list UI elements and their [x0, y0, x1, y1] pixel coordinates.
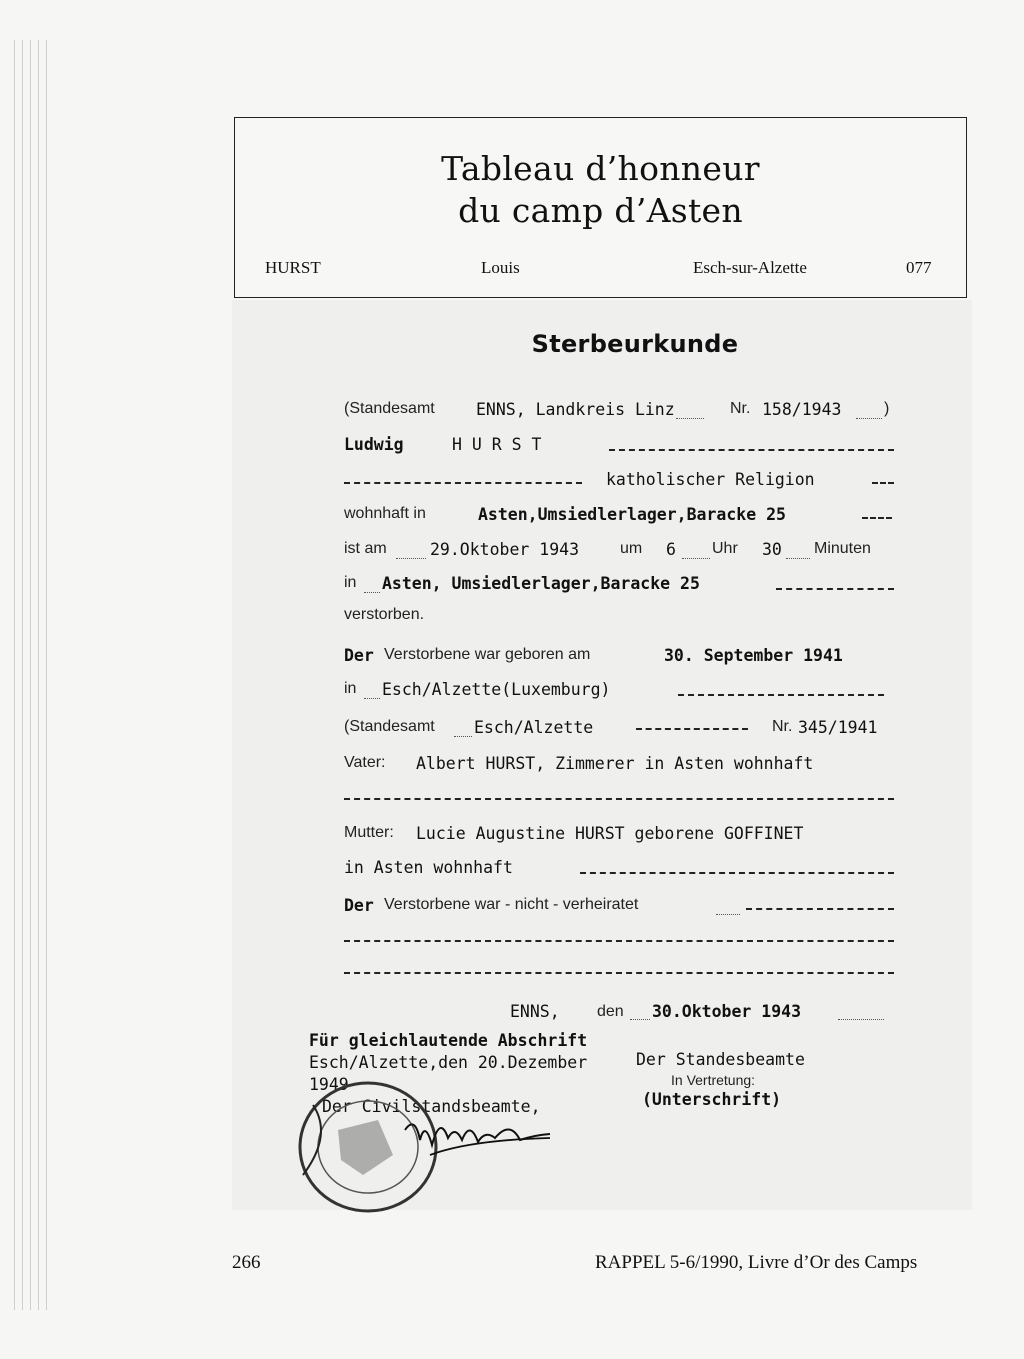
handwritten-signature — [400, 1110, 560, 1170]
line-mother-residence: in Asten wohnhaft — [344, 858, 894, 888]
line-father: Vater: Albert HURST, Zimmerer in Asten wohnhaft — [344, 754, 814, 773]
line-deceased: verstorben. — [344, 606, 425, 623]
page-edge-lines — [0, 40, 60, 1310]
copy-year: 1949 — [309, 1075, 349, 1094]
line-marital-status: Der Verstorbene war - nicht - verheiratet — [344, 896, 894, 926]
copy-line-2: Esch/Alzette,den 20.Dezember — [309, 1053, 588, 1072]
publication-reference: RAPPEL 5-6/1990, Livre d’Or des Camps — [595, 1252, 918, 1273]
honour-roll-header — [234, 117, 967, 298]
line-religion: katholischer Religion — [344, 470, 894, 500]
line-mother: Mutter: Lucie Augustine HURST geborene GOFFINET — [344, 824, 804, 843]
line-birth-date: Der Verstorbene war geboren am 30. September 1941 — [344, 646, 843, 665]
copy-official: Der Civilstandsbeamte, — [322, 1097, 541, 1116]
firstname: Louis — [481, 258, 520, 277]
line-registry-office: (Standesamt ENNS, Landkreis Linz Nr. 158/1943 ) — [344, 400, 890, 419]
title-line-1: Tableau d’honneur — [441, 149, 760, 188]
page-title — [235, 148, 966, 232]
title-line-2: du camp d’Asten — [458, 191, 743, 230]
hometown: Esch-sur-Alzette — [693, 258, 807, 277]
blank-line-1 — [344, 940, 894, 942]
issue-date: 30.Oktober 1943 — [652, 1002, 802, 1021]
blank-line-2 — [344, 972, 894, 974]
blank-line-father — [344, 798, 894, 800]
surname: HURST — [265, 258, 321, 277]
line-death-place: in Asten, Umsiedlerlager,Baracke 25 — [344, 574, 894, 604]
line-death-date: ist am 29.Oktober 1943 um 6 Uhr 30 Minuten — [344, 540, 871, 559]
line-residence: wohnhaft in Asten,Umsiedlerlager,Baracke 25 — [344, 505, 894, 535]
certificate-title: Sterbeurkunde — [531, 330, 739, 358]
signature-label: (Unterschrift) — [642, 1090, 782, 1109]
line-name: Ludwig H U R S T — [344, 435, 894, 465]
registrar-title: Der Standesbeamte — [636, 1050, 805, 1069]
line-birth-place: in Esch/Alzette(Luxemburg) — [344, 680, 894, 710]
entry-number: 077 — [906, 258, 932, 277]
line-birth-registry: (Standesamt Esch/Alzette Nr. 345/1941 — [344, 718, 878, 737]
issue-place: ENNS, — [510, 1002, 560, 1021]
issue-den: den — [597, 1003, 624, 1020]
copy-line-1: Für gleichlautende Abschrift — [309, 1031, 588, 1050]
page-number: 266 — [232, 1252, 261, 1273]
in-vertretung: In Vertretung: — [671, 1072, 756, 1088]
